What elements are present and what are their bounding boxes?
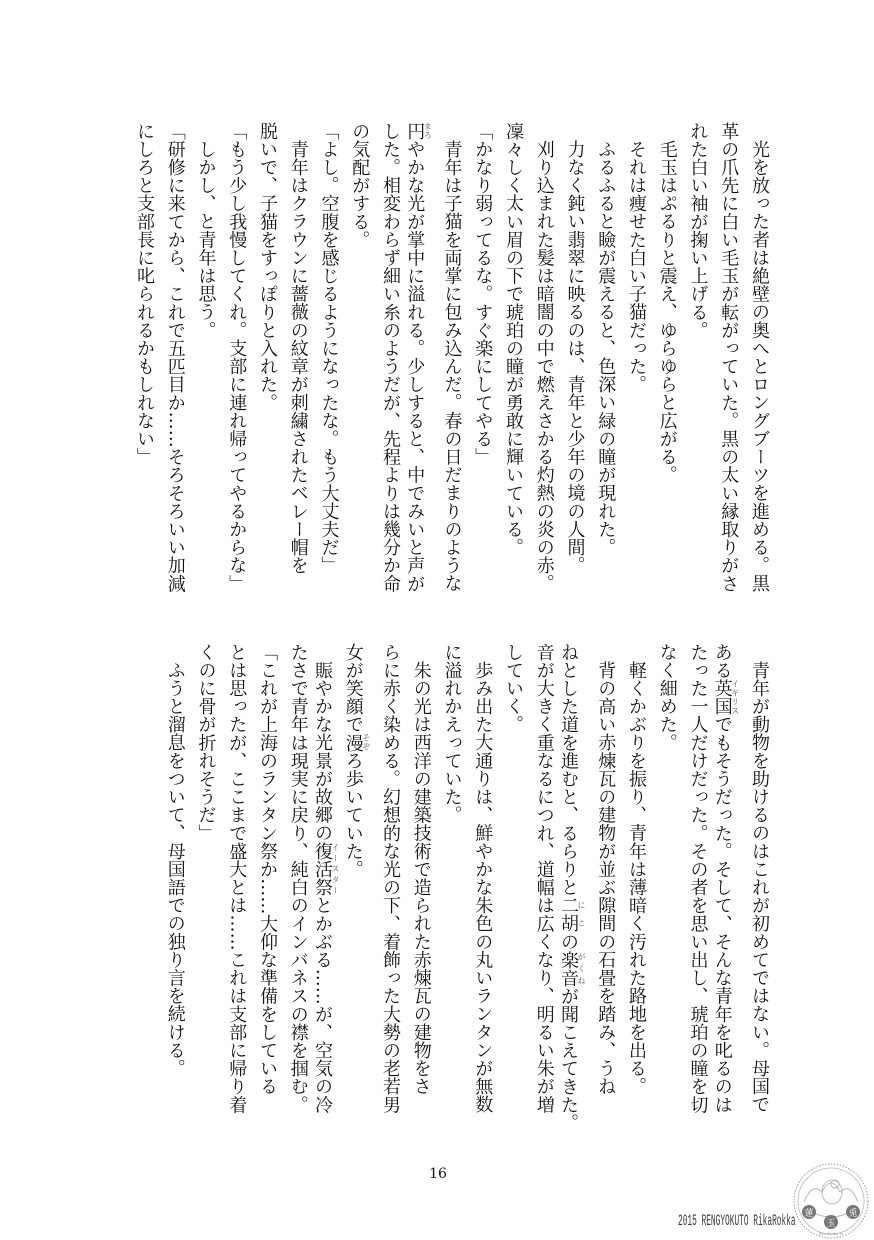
text-run: しかし、と青年は思う。 <box>195 140 217 340</box>
ruby-annotated-word <box>558 950 586 987</box>
text-run: に溢れかえっていた。 <box>441 643 463 824</box>
text-column <box>342 643 371 879</box>
footer-credit: 2015 RENGYOKUTO RikaRokka <box>678 1212 796 1230</box>
text-run: 脱いで、子猫をすっぽりと入れた。 <box>257 122 278 412</box>
text-column <box>502 643 524 734</box>
ruby-reading: がくね <box>577 950 586 987</box>
text-run: が聞こえてきた。 <box>558 986 579 1132</box>
text-run: ろ歩いていた。 <box>342 751 364 879</box>
ruby-reading: イギリス <box>730 679 740 716</box>
text-column <box>164 122 186 593</box>
text-run: 「かなり弱ってるな。すぐ楽にしてやる」 <box>472 122 494 466</box>
text-column <box>256 643 278 1096</box>
text-column <box>379 643 401 1114</box>
logo-char-1: 蓮 <box>804 1209 814 1219</box>
text-column <box>404 122 433 593</box>
text-column <box>564 140 586 574</box>
text-run: 賑やかな光景が故郷の <box>312 661 333 842</box>
text-column <box>379 122 401 593</box>
ruby-reading: にこ <box>577 896 586 933</box>
text-run: くのに骨が折れそうだ」 <box>195 643 217 843</box>
text-column <box>471 661 493 1114</box>
text-column <box>256 122 278 412</box>
text-column <box>287 643 309 1114</box>
text-run: 刈り込まれた髪は暗闇の中で燃えさかる灼熱の炎の赤。 <box>533 140 555 593</box>
page-number: 16 <box>429 1166 447 1182</box>
text-column <box>533 643 555 1114</box>
text-run: 凜々しく太い眉の下で琥珀の瞳が勇敢に輝いている。 <box>503 122 524 557</box>
text-column <box>195 643 217 842</box>
ruby-base: 楽音 <box>558 950 579 987</box>
text-column <box>594 140 616 556</box>
text-column <box>656 140 678 484</box>
text-run: 毛玉はぷるりと震え、ゆらゆらと広がる。 <box>656 140 678 484</box>
ruby-base: 円 <box>404 122 426 141</box>
text-run: たった一人だけだった。その者を思い出し、琥珀の瞳を切 <box>687 643 709 1114</box>
text-run: ふるふると瞼が震えると、色深い緑の瞳が現れた。 <box>595 140 617 557</box>
text-column <box>687 122 709 339</box>
text-column <box>225 643 247 1114</box>
text-run: ふうと溜息をついて、母国語での独り言を続ける。 <box>164 661 186 1078</box>
ruby-reading: まろ <box>423 122 433 141</box>
text-column <box>164 661 186 1077</box>
text-run: した。相変わらず細い糸のようだが、先程よりは幾分か命 <box>380 122 401 593</box>
text-column <box>748 140 770 593</box>
logo-subtitle: Ren Gyoku To <box>818 1232 844 1236</box>
text-column <box>656 643 678 752</box>
text-run: していく。 <box>503 643 524 734</box>
text-run: 朱の光は西洋の建築技術で造られた赤煉瓦の建物をさ <box>410 661 432 1096</box>
ruby-base: 漫 <box>342 733 364 752</box>
text-run: 青年が動物を助けるのはこれが初めてではない。母国で <box>749 661 770 1114</box>
text-column <box>558 643 586 1132</box>
text-run: 青年は子猫を両掌に包み込んだ。春の日だまりのような <box>441 140 463 593</box>
ruby-annotated-word <box>312 842 340 897</box>
ruby-reading: そぞ <box>361 733 371 752</box>
text-run: 背の高い赤煉瓦の建物が並ぶ隙間の石畳を踏み、うね <box>595 661 617 1096</box>
text-run: 「研修に来てから、これで五匹目か……そろそろいい加減 <box>164 122 186 593</box>
ruby-reading: イースター <box>331 842 340 897</box>
text-column <box>287 140 309 574</box>
text-column <box>312 661 340 1114</box>
text-column <box>502 122 524 556</box>
logo-char-3: 兎 <box>848 1209 858 1219</box>
text-column <box>625 661 647 1095</box>
logo-char-2: 玉 <box>826 1219 836 1229</box>
text-run: の <box>558 932 579 951</box>
text-run: たさで青年は現実に戻り、純白のインバネスの襟を掴む。 <box>287 643 309 1114</box>
text-run: 音が大きく重なるにつれ、道幅は広くなり、明るい朱が増 <box>533 643 555 1114</box>
text-column <box>410 661 432 1095</box>
text-run: の気配がする。 <box>349 122 371 249</box>
text-column <box>687 643 709 1114</box>
text-run: とは思ったが、ここまで盛大とは……これは支部に帰り着 <box>226 643 248 1114</box>
ruby-annotated-word <box>558 896 586 933</box>
text-column <box>471 122 493 466</box>
text-column <box>133 122 155 466</box>
ruby-base: 復活祭 <box>312 842 333 897</box>
text-column <box>533 140 555 593</box>
text-column <box>441 140 463 593</box>
text-run: にしろと支部長に叱られるかもしれない」 <box>134 122 155 466</box>
text-run: 軽くかぶりを振り、青年は薄暗く汚れた路地を出る。 <box>626 661 647 1096</box>
ruby-annotated-word <box>711 679 740 716</box>
ruby-base: 英国 <box>711 679 733 716</box>
text-run: 力なく鈍い翡翠に映るのは、青年と少年の境の人間。 <box>564 140 586 575</box>
text-run: 革の爪先に白い毛玉が転がっていた。黒の太い縁取りがさ <box>718 122 740 593</box>
text-column <box>717 122 739 593</box>
text-run: 青年はクラウンに薔薇の紋章が刺繍されたベレー帽を <box>287 140 309 575</box>
text-run: なく細めた。 <box>656 643 678 752</box>
text-column <box>348 122 370 249</box>
text-column <box>441 643 463 824</box>
text-run: 光を放った者は絶壁の奥へとロングブーツを進める。黒 <box>749 140 770 593</box>
ruby-annotated-word <box>404 122 433 141</box>
text-column <box>195 140 217 339</box>
text-column <box>625 140 647 393</box>
text-run: ねとした道を進むと、るらりと <box>558 643 579 897</box>
text-column <box>594 661 616 1095</box>
circle-logo-emblem <box>792 1162 870 1240</box>
text-run: それは痩せた白い子猫だった。 <box>626 140 647 394</box>
text-run: 「これが上海のランタン祭か……大仰な準備をしている <box>257 643 278 1096</box>
text-run: ある <box>711 643 733 680</box>
ruby-annotated-word <box>342 733 371 752</box>
text-run: 「もう少し我慢してくれ。支部に連れ帰ってやるからな」 <box>226 122 248 593</box>
text-run: らに赤く染める。幻想的な光の下、着飾った大勢の老若男 <box>380 643 401 1114</box>
text-run: 女が笑顔で <box>342 643 364 734</box>
text-run: でもそうだった。そして、そんな青年を叱るのは <box>711 715 733 1114</box>
ruby-base: 二胡 <box>558 896 579 933</box>
text-run: とかぶる……が、空気の冷 <box>312 896 333 1114</box>
text-run: 歩み出た大通りは、鮮やかな朱色の丸いランタンが無数 <box>472 661 494 1114</box>
text-column <box>711 643 740 1114</box>
text-column <box>318 122 340 575</box>
text-run: 「よし。空腹を感じるようになったな。もう大丈夫だ」 <box>318 122 340 575</box>
text-run: れた白い袖が掬い上げる。 <box>687 122 709 340</box>
text-run: やかな光が掌中に溢れる。少しすると、中でみいと声が <box>404 140 426 593</box>
text-column <box>748 661 770 1114</box>
text-column <box>225 122 247 593</box>
